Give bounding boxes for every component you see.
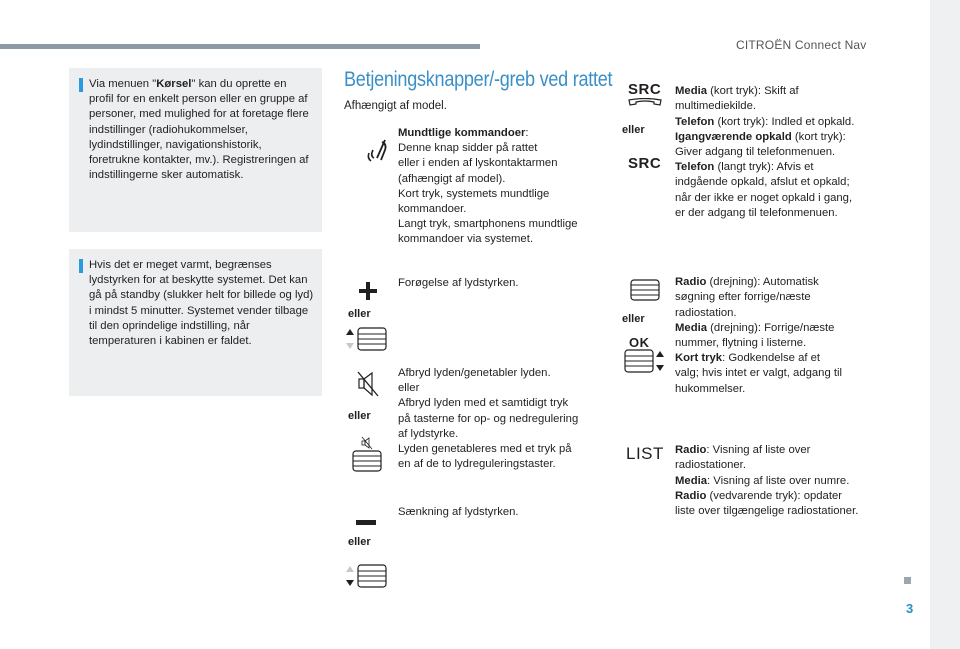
section-subtitle: Afhængigt af model. [344, 100, 447, 112]
eller-label: eller [348, 536, 371, 548]
eller-label: eller [622, 313, 645, 325]
voice-command-description: Mundtlige kommandoer: Denne knap sidder på rattet eller i enden af lyskontaktarmen (afhængigt af model). Kort tryk, systemets mundtlige kommandoer. Langt tryk, smartphonens mundtlige kommandoer via systemet. [398, 127, 578, 246]
radio-wheel-description: Radio (drejning): Automatisk søgning efter forrige/næste radiostation. Media (drejning): Forrige/næste nummer, flytning i listerne. Kort tryk: Godkendelse af et valg; hvis intet er valgt, adgang til hukommelser. [675, 276, 843, 395]
info-note-text: Via menuen "Kørsel" kan du oprette en profil for en enkelt person eller en gruppe af personer, med mulighed for at foretage flere indstillinger (radiohukommelser, lydindstillinger, navigationshistorik, foretrukne kontakter, mv.). Registreringen af indstillingerne sker automatisk. [89, 78, 309, 182]
mute-small-icon [361, 436, 373, 450]
eller-label: eller [348, 410, 371, 422]
scroll-wheel-icon [352, 450, 382, 472]
info-note-bar [79, 259, 83, 273]
eller-label: eller [622, 124, 645, 136]
page-end-marker [904, 577, 911, 584]
volume-up-description: Forøgelse af lydstyrken. [398, 277, 519, 289]
src-label: SRC [628, 81, 662, 98]
plus-icon [358, 281, 378, 301]
mute-icon [356, 370, 380, 398]
header-title: CITROËN Connect Nav [736, 38, 867, 52]
info-note-temperature [69, 249, 322, 396]
minus-icon [356, 520, 376, 526]
scroll-wheel-up-icon [346, 326, 388, 352]
eller-label: eller [348, 308, 371, 320]
scroll-wheel-icon [630, 279, 660, 301]
src-description: Media (kort tryk): Skift af multimediekilde. Telefon (kort tryk): Indled et opkald. Igangværende opkald (kort tryk): Giver adgang til telefonmenuen. Telefon (langt tryk): Afvis et indgående opkald, afslut et opkald; når der ikke er noget opkald i gang, er der adgang til telefonmenuen. [675, 85, 855, 219]
src-label: SRC [628, 155, 662, 172]
header-rule [0, 44, 480, 49]
list-description: Radio: Visning af liste over radiostationer. Media: Visning af liste over numre. Radio (vedvarende tryk): opdater liste over tilgængelige radiostationer. [675, 444, 859, 518]
info-note-bar [79, 78, 83, 92]
handset-icon [627, 98, 663, 108]
page-edge-strip [930, 0, 960, 649]
info-note-profile [69, 68, 322, 232]
scroll-wheel-press-icon [624, 348, 666, 374]
list-label: LIST [626, 444, 664, 463]
volume-down-description: Sænkning af lydstyrken. [398, 506, 519, 518]
page-number: 3 [906, 601, 914, 616]
ok-label: OK [629, 335, 650, 350]
section-title: Betjeningsknapper/-greb ved rattet [344, 68, 613, 91]
scroll-wheel-down-icon [346, 563, 388, 589]
info-note-text: Hvis det er meget varmt, begrænses lydstyrken for at beskytte systemet. Det kan gå på standby (slukker helt for billede og lyd) i mindst 5 minutter. Systemet vender tilbage til den oprindelige indstilling, når temperaturen i kabinen er faldet. [89, 259, 314, 348]
voice-command-icon [365, 136, 391, 164]
mute-description: Afbryd lyden/genetabler lyden. eller Afbryd lyden med et samtidigt tryk på tasterne for op- og nedregulering af lydstyrke. Lyden genetableres med et tryk på en af de to lydreguleringstaster. [398, 367, 579, 471]
